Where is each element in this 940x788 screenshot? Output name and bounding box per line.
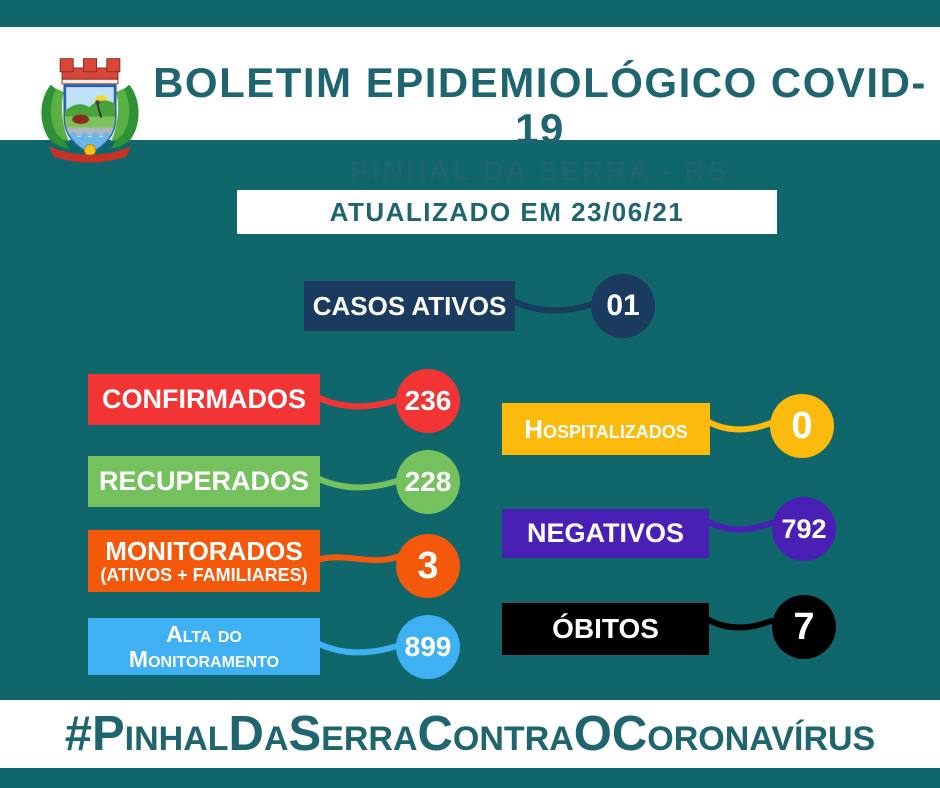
- stat-value-casos-ativos: 01: [606, 289, 640, 322]
- stat-box-negativos: [502, 509, 709, 558]
- stat-value-monitorados: 3: [417, 544, 439, 587]
- stat-box-obitos: [502, 603, 709, 655]
- stat-label-casos-ativos: CASOS ATIVOS: [312, 290, 507, 321]
- stat-value-obitos: 7: [793, 605, 815, 648]
- connector-monitorados: [314, 548, 400, 570]
- updated-banner: ATUALIZADO EM 23/06/21: [237, 190, 777, 234]
- connector-recuperados: [314, 473, 400, 495]
- stat-label-hospitalizados: Hospitalizados: [524, 413, 688, 444]
- connector-hospitalizados: [704, 416, 774, 438]
- stat-value-confirmados: 236: [404, 385, 452, 416]
- stat-box-hospitalizados: [502, 403, 710, 455]
- stat-sublabel-alta: Monitoramento: [128, 645, 280, 672]
- header-band: [0, 27, 940, 187]
- stat-sublabel-monitorados: (ATIVOS + FAMILIARES): [100, 564, 308, 585]
- coat-of-arms-icon: [34, 56, 146, 164]
- stat-circle-obitos: [772, 595, 836, 659]
- connector-alta: [314, 638, 400, 660]
- stat-label-alta: Alta do: [166, 620, 242, 647]
- stat-circle-recuperados: [396, 450, 460, 514]
- stat-box-casos-ativos: [304, 281, 515, 331]
- connector-obitos: [704, 614, 774, 636]
- stat-circle-monitorados: [396, 534, 460, 598]
- stat-circle-alta: [396, 615, 460, 679]
- footer-band: [0, 700, 940, 768]
- stat-value-alta: 899: [404, 631, 452, 662]
- stat-circle-negativos: [772, 497, 836, 561]
- stat-label-confirmados: CONFIRMADOS: [102, 383, 306, 414]
- stat-value-negativos: 792: [781, 513, 827, 544]
- stat-value-recuperados: 228: [404, 466, 452, 497]
- page-subtitle: PINHAL DA SERRA - RS: [350, 155, 730, 187]
- stat-circle-casos-ativos: [591, 274, 655, 338]
- stat-circle-confirmados: [396, 369, 460, 433]
- page-title: BOLETIM EPIDEMIOLÓGICO COVID-19: [153, 59, 927, 153]
- stat-label-negativos: NEGATIVOS: [526, 517, 685, 548]
- connector-negativos: [704, 516, 774, 538]
- stat-circle-hospitalizados: [770, 394, 834, 458]
- stat-label-monitorados: MONITORADOS: [105, 535, 303, 566]
- campaign-hashtag: #PinhalDaSerraContraOCoronavírus: [64, 707, 876, 761]
- stat-value-hospitalizados: 0: [791, 404, 813, 447]
- stat-label-recuperados: RECUPERADOS: [98, 465, 310, 496]
- stat-box-alta-monitoramento: [88, 618, 320, 675]
- stat-box-recuperados: [88, 456, 320, 507]
- connector-casos-ativos: [510, 296, 596, 318]
- stat-box-confirmados: [88, 374, 320, 425]
- stat-box-monitorados: [88, 530, 320, 592]
- connector-confirmados: [314, 392, 400, 414]
- stat-label-obitos: ÓBITOS: [552, 612, 659, 644]
